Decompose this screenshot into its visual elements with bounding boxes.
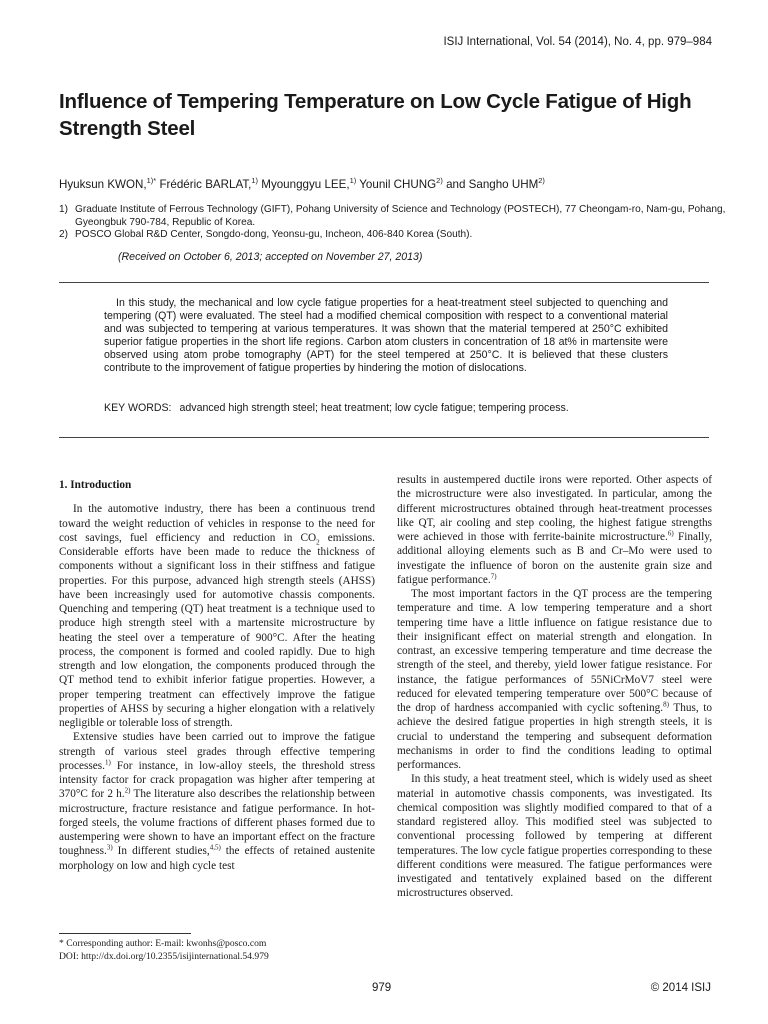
citation-mark: 4,5) [209, 843, 221, 852]
author-name: Sangho UHM [468, 177, 539, 191]
author-affiliation-mark: 1)* [146, 176, 157, 185]
affiliation-item [59, 229, 731, 242]
affiliation-number: 2) [59, 229, 68, 241]
section-heading: 1. Introduction [59, 479, 132, 491]
footnotes [59, 938, 379, 964]
affiliations [59, 204, 731, 242]
author-affiliation-mark: 2) [436, 176, 443, 185]
copyright-notice: © 2014 ISIJ [650, 982, 711, 994]
citation-mark: 2) [124, 786, 131, 795]
affiliation-text: Graduate Institute of Ferrous Technology (GIFT), Pohang University of Science and Technology (POSTECH), 77 Cheongam-ro, Nam-gu, Pohang, Gyeongbuk 790-784, Republic of Korea. [75, 204, 726, 228]
right-column [397, 473, 712, 901]
author-name: Myounggyu LEE, [261, 177, 350, 191]
body-paragraph: results in austempered ductile irons were reported. Other aspects of the microstructure were also investigated. In particular, among the different microstructures obtained through heat-treatment processes like QT, air cooling and step cooling, the highest fatigue strengths were achieved in those with ferrite-bainite microstructure.$^{6)}$ Finally, additional alloying elements such as B and Cr–Mo were used to investigate the influence of boron on the austenite grain size and fatigue performance.$^{7)}$ [397, 474, 713, 586]
journal-reference: ISIJ International, Vol. 54 (2014), No. 4, pp. 979–984 [443, 36, 712, 48]
affiliation-number: 1) [59, 204, 68, 215]
bottom-divider [59, 437, 709, 438]
keywords-text: advanced high strength steel; heat treatment; low cycle fatigue; tempering process. [179, 402, 569, 414]
citation-mark: 3) [106, 843, 113, 852]
citation-mark: 6) [667, 529, 674, 538]
body-paragraph: In this study, a heat treatment steel, which is widely used as sheet material in automotive chassis components, was investigated. Its chemical composition was slightly modified compared to that of a standard registered alloy. This modified steel was subjected to conventional processing followed by tempering at different temperatures. The low cycle fatigue properties corresponding to these different conditions were measured. The fatigue performances were investigated and tentatively explained based on the different microstructures observed. [397, 773, 712, 900]
body-paragraph: In the automotive industry, there has been a continuous trend toward the weight reduction of vehicles in response to the need for cost savings, fuel efficiency and reduction in $CO_2$ emissions. Considerable efforts have been made to reduce the thickness of components without a significant loss in their stiffness and fatigue properties. For this purpose, advanced high strength steels (AHSS) have been increasingly used for automotive chassis components. Quenching and tempering (QT) heat treatment is a technique used to produce high strength steel with a martensite microstructure by heating the steel over a temperature of 900°C. After the heating process, the component is formed and cooled rapidly. Due to high strength and low elongation, the components produced through the QT method tend to exhibit inferior fatigue properties. However, a proper tempering treatment can effectively improve the fatigue properties of AHSS by securing a higher elongation with a relatively negligible or tolerable loss of strength. [59, 503, 375, 729]
footnote-divider [59, 933, 191, 934]
citation-mark: 7) [490, 572, 497, 580]
author-name: Hyuksun KWON, [59, 177, 147, 191]
citation-mark: 1) [104, 758, 111, 766]
author-affiliation-mark: 1) [251, 176, 259, 185]
affiliation-text: POSCO Global R&D Center, Songdo-dong, Yeonsu-gu, Incheon, 406-840 Korea (South). [75, 229, 473, 241]
author-affiliation-mark: 2) [538, 176, 545, 185]
author-conjunction: and [446, 177, 466, 191]
author-name: Younil CHUNG [359, 177, 437, 191]
body-paragraph: Extensive studies have been carried out to improve the fatigue strength of various steel grades through effective tempering processes.$^{1)}$ For instance, in low-alloy steels, the threshold stress intensity factor for crack propagation was higher after tempering at 370°C for 2 h.$^{2)}$ The literature also describes the relationship between microstructure, fracture resistance and fatigue performance. In hot-forged steels, the volume fractions of different phases formed due to austempering were shown to have an important effect on the fracture toughness.$^{3)}$ In different studies,$^{4,5)}$ the effects of retained austenite morphology on low and high cycle test [59, 731, 375, 872]
left-column [59, 478, 375, 873]
keywords-label: KEY WORDS: [104, 402, 172, 414]
affiliation-item [59, 204, 731, 229]
paper-title-line-1: Influence of Tempering Temperature on Low Cycle Fatigue of High [59, 90, 692, 113]
top-divider [59, 282, 709, 283]
paper-title [59, 88, 719, 142]
paper-title-line-2: Strength Steel [59, 117, 196, 140]
body-paragraph: The most important factors in the QT process are the tempering temperature and time. A low tempering temperature and a short tempering time have a little influence on fatigue resistance due to their insignificant effect on material strength and elongation. In contrast, an excessive tempering temperature and time decrease the strength of the steel, and thereby, yield lower fatigue resistance. For instance, the fatigue performances of 55NiCrMoV7 steel were reduced for elevated tempering temperature over 500°C because of the drop of hardness accompanied with cyclic softening.$^{8)}$ Thus, to achieve the desired fatigue properties in high strength steels, it is crucial to understand the tempering and subsequent deformation mechanisms in order to find the conditions leading to optimal performances. [397, 588, 712, 771]
keywords [104, 402, 569, 414]
page-number: 979 [372, 982, 392, 994]
author-name: Frédéric BARLAT, [159, 177, 252, 191]
author-affiliation-mark: 1) [349, 176, 357, 185]
corresponding-author-note: * Corresponding author: E-mail: kwonhs@posco.com [59, 938, 267, 949]
author-list [59, 176, 719, 191]
citation-mark: 8) [663, 700, 669, 709]
abstract: In this study, the mechanical and low cycle fatigue properties for a heat-treatment steel subjected to quenching and tempering (QT) were evaluated. The steel had a modified chemical composition with respect to a conventional material and was subjected to tempering at various temperatures. It was shown that the material tempered at 250°C exhibited superior fatigue properties in the short life regions. Carbon atom clusters in concentration of 18 at% in martensite were observed using atom probe tomography (APT) for the steel tempered at 250°C. It is believed that these clusters contribute to the improvement of fatigue properties by hindering the motion of dislocations. [104, 297, 668, 375]
received-dates: (Received on October 6, 2013; accepted on November 27, 2013) [118, 251, 423, 263]
doi-link[interactable]: DOI: http://dx.doi.org/10.2355/isijinternational.54.979 [59, 950, 269, 962]
